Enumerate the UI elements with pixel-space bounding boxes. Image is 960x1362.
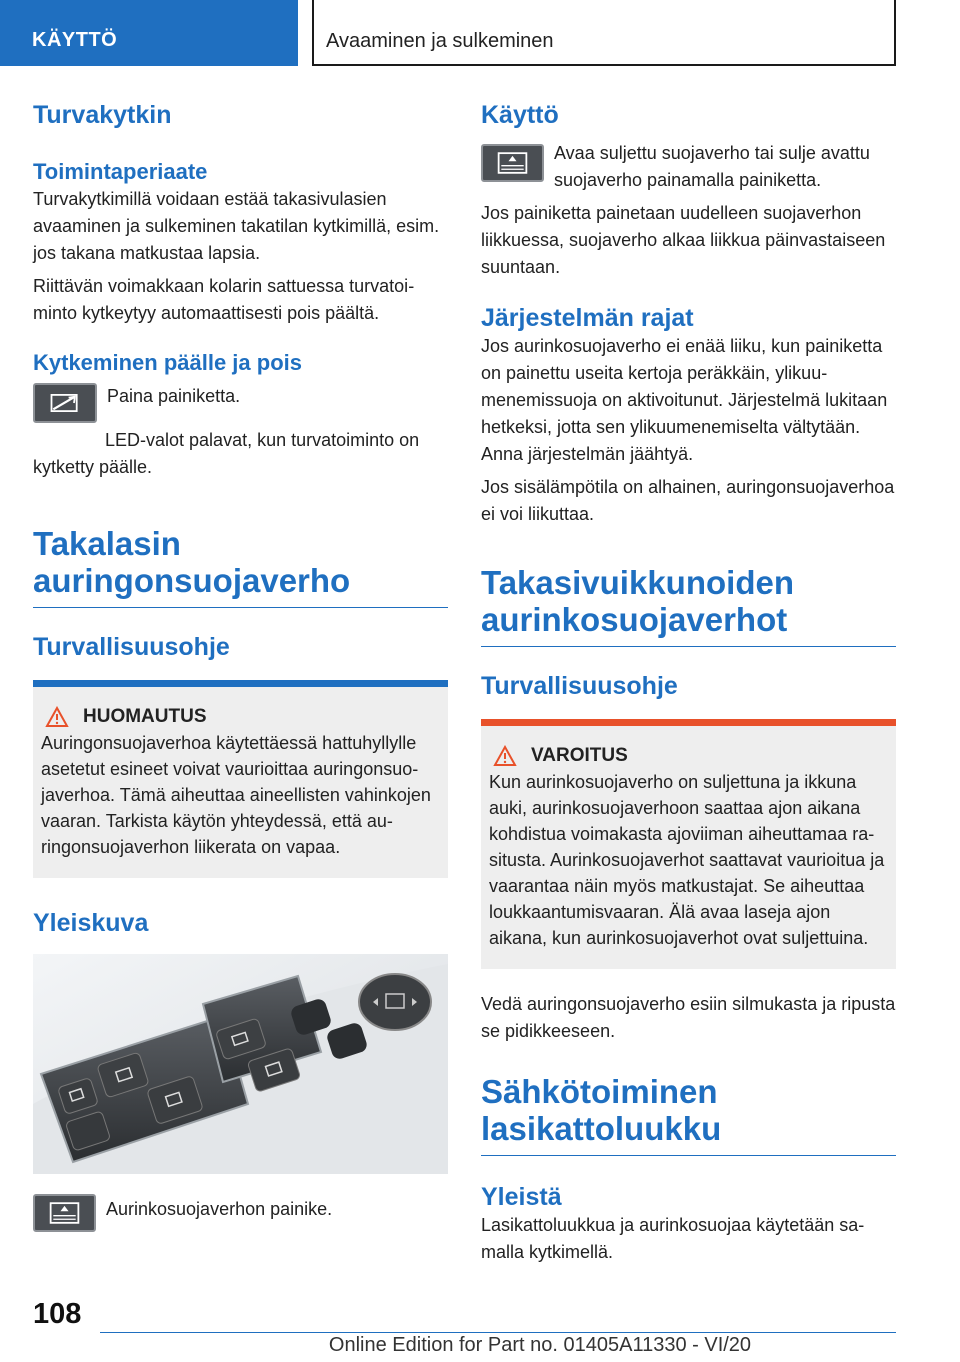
notice-text: Auringonsuojaverhoa käytettäessä hattuhyllylle asetetut esineet voivat vaurioittaa auringonsuojaverhoa. Tämä aiheuttaa aineellisten vahinkojen vaaran. Tarkista käytön yhteydessä, että auringonsuojaverhon liikerata on vapaa. bbox=[41, 733, 431, 857]
heading-yleista: Yleistä bbox=[481, 1183, 562, 1211]
heading-kaytto: Käyttö bbox=[481, 101, 559, 129]
warning-triangle-icon bbox=[493, 745, 517, 767]
heading-rule bbox=[481, 1155, 896, 1156]
window-lock-icon bbox=[33, 383, 97, 423]
notice-bar bbox=[33, 680, 448, 687]
paragraph: Jos painiketta painetaan uudelleen suojaverhon liikkuessa, suojaverho alkaa liikkua päinvastaiseen suuntaan. bbox=[481, 203, 886, 277]
heading-turvakytkin: Turvakytkin bbox=[33, 101, 172, 129]
warning-box bbox=[481, 719, 896, 969]
instruction-text: LED-valot palavat, kun turvatoiminto on kytketty päälle. bbox=[33, 430, 420, 477]
section-title: KÄYTTÖ bbox=[32, 29, 118, 51]
heading-toimintaperiaate: Toimintaperiaate bbox=[33, 159, 208, 184]
heading-kytkeminen: Kytkeminen päälle ja pois bbox=[33, 350, 302, 375]
heading-jarjestelman-rajat: Järjestelmän rajat bbox=[481, 304, 694, 332]
chapter-title: Avaaminen ja sulkeminen bbox=[326, 30, 554, 52]
instruction-text: Avaa suljettu suojaverho tai sulje avattu suojaverho painamalla painiketta. bbox=[554, 143, 870, 190]
photo-caption: Aurinkosuojaverhon painike. bbox=[106, 1199, 333, 1219]
chapter-tab bbox=[312, 0, 896, 66]
heading-takalasin: Takalasin auringonsuojaverho bbox=[33, 525, 351, 599]
section-tab bbox=[0, 0, 298, 66]
heading-sahkotoiminen: Sähkötoiminen lasikattoluukku bbox=[481, 1073, 722, 1147]
icon-caption-row bbox=[33, 1194, 448, 1232]
right-column bbox=[481, 100, 896, 1266]
notice-box bbox=[33, 680, 448, 878]
warning-triangle-icon bbox=[45, 706, 69, 728]
footer-rule bbox=[100, 1332, 896, 1333]
paragraph: Riittävän voimakkaan kolarin sattuessa turvatoiminto kytkeytyy automaattisesti pois päältä. bbox=[33, 276, 415, 323]
warning-text: Kun aurinkosuojaverho on suljettuna ja ikkuna auki, aurinkosuojaverhoon saattaa ajon aikana kohdistua voimakasta ajoviiman aiheuttamaa rasitusta. Aurinkosuojaverhot saattavat vaurioitua ja vaarantaa näin myös matkustajat. Se aiheuttaa loukkaantumisvaaran. Älä avaa laseja ajon aikana, kun aurinkosuojaverhot ovat suljettuina. bbox=[489, 772, 885, 948]
paragraph: Jos aurinkosuojaverho ei enää liiku, kun painiketta on painettu useita kertoja peräkkäin, ylikuumenemissuoja on aktivoitunut. Järjestelmä lukitaan hetkeksi, jotta sen ylikuumenemiselta vältytään. Anna järjestelmän jäähtyä. bbox=[481, 336, 888, 464]
paragraph: Lasikattoluukkua ja aurinkosuojaa käytetään samalla kytkimellä. bbox=[481, 1215, 865, 1262]
warning-title: VAROITUS bbox=[493, 745, 888, 767]
footer-edition: Online Edition for Part no. 01405A11330 - VI/20 bbox=[328, 1334, 752, 1356]
icon-instruction bbox=[481, 144, 896, 194]
heading-rule bbox=[481, 646, 896, 647]
heading-turvallisuusohje: Turvallisuusohje bbox=[33, 633, 230, 661]
paragraph: Turvakytkimillä voidaan estää takasivulasien avaaminen ja sulkeminen takatilan kytkimillä, esim. jos takana matkustaa lapsia. bbox=[33, 189, 440, 263]
page-number: 108 bbox=[33, 1298, 82, 1330]
icon-instruction bbox=[33, 383, 448, 423]
warning-bar bbox=[481, 719, 896, 726]
heading-yleiskuva: Yleiskuva bbox=[33, 909, 149, 937]
notice-title: HUOMAUTUS bbox=[45, 706, 440, 728]
heading-turvallisuusohje: Turvallisuusohje bbox=[481, 672, 678, 700]
left-column bbox=[33, 100, 448, 1232]
overview-photo bbox=[33, 954, 448, 1174]
sunblind-icon bbox=[33, 1194, 96, 1232]
paragraph: Jos sisälämpötila on alhainen, auringonsuojaverhoa ei voi liikuttaa. bbox=[481, 477, 895, 524]
paragraph: Vedä auringonsuojaverho esiin silmukasta ja ripusta se pidikkeeseen. bbox=[481, 994, 896, 1041]
heading-takasivuikkunoiden: Takasivuikkunoiden aurinkosuojaverhot bbox=[481, 564, 794, 638]
heading-rule bbox=[33, 607, 448, 608]
instruction-text: Paina painiketta. bbox=[107, 386, 241, 406]
sunblind-icon bbox=[481, 144, 544, 182]
